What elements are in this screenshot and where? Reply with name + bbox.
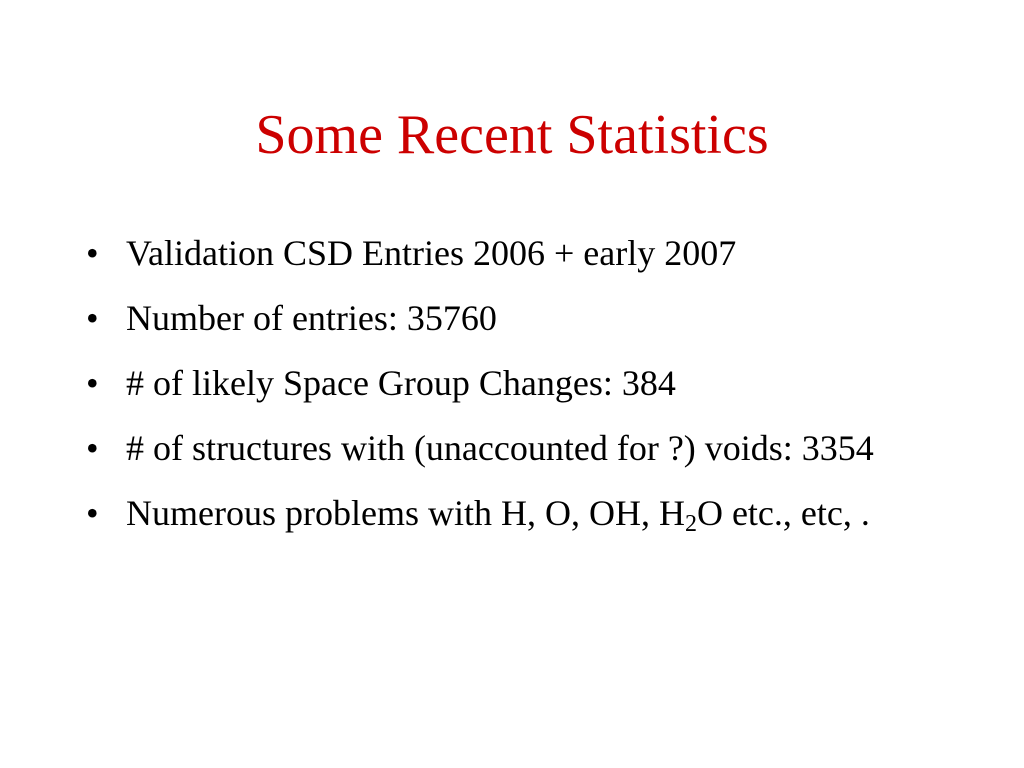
bullet-text: Number of entries: 35760 [126,298,497,338]
bullet-item-number-of-entries [86,293,946,343]
bullet-icon: • [86,428,99,468]
bullet-icon: • [86,493,99,533]
bullet-text-before-subscript: Numerous problems with H, O, OH, H [126,493,685,533]
bullet-text: # of structures with (unaccounted for ?) voids: 3354 [126,428,874,468]
bullet-text: Validation CSD Entries 2006 + early 2007 [126,233,737,273]
subscript-two: 2 [684,511,697,537]
bullet-text: # of likely Space Group Changes: 384 [126,363,676,403]
bullet-item-validation-entries [86,228,946,278]
bullet-item-space-group-changes [86,358,946,408]
slide-title: Some Recent Statistics [255,104,769,166]
bullet-icon: • [86,363,99,403]
bullet-item-problems [86,488,946,538]
bullet-text [126,493,870,537]
bullet-icon: • [86,298,99,338]
bullet-list [86,228,946,553]
bullet-item-voids [86,423,946,473]
bullet-text-after-subscript: O etc., etc, . [696,493,870,533]
bullet-icon: • [86,233,99,273]
